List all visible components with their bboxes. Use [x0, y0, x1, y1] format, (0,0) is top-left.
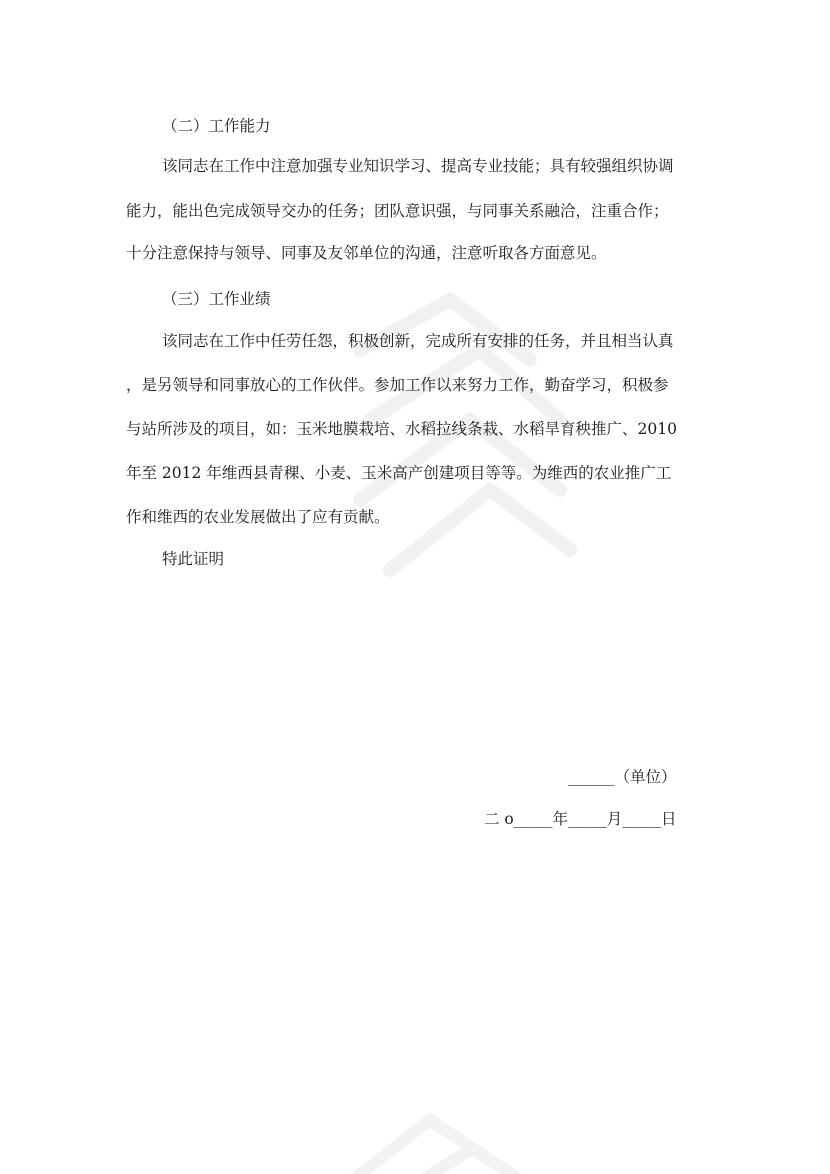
paragraph-line: 十分注意保持与领导、同事及友邻单位的沟通，注意听取各方面意见。	[126, 244, 607, 262]
signature-unit-line: ______（单位）	[568, 768, 677, 786]
paragraph-line: 该同志在工作中注意加强专业知识学习、提高专业技能；具有较强组织协调	[162, 157, 674, 175]
paragraph-line: 该同志在工作中任劳任怨，积极创新，完成所有安排的任务，并且相当认真	[162, 332, 674, 350]
section-heading-performance: （三）工作业绩	[162, 290, 271, 308]
paragraph-line: 作和维西的农业发展做出了应有贡献。	[126, 508, 390, 526]
watermark-bottom-icon	[300, 1080, 560, 1174]
section-heading-ability: （二）工作能力	[162, 117, 271, 135]
signature-date-line: 二 o_____年_____月_____日	[484, 810, 677, 828]
paragraph-line: 与站所涉及的项目，如：玉米地膜栽培、水稻拉线条栽、水稻旱育秧推广、2010	[126, 420, 677, 438]
paragraph-line: 年至 2012 年维西县青稞、小麦、玉米高产创建项目等等。为维西的农业推广工	[126, 464, 672, 482]
paragraph-line: 能力，能出色完成领导交办的任务；团队意识强，与同事关系融洽，注重合作；	[126, 202, 669, 220]
paragraph-line: ，是另领导和同事放心的工作伙伴。参加工作以来努力工作，勤奋学习，积极参	[126, 376, 669, 394]
closing-statement: 特此证明	[162, 550, 225, 568]
